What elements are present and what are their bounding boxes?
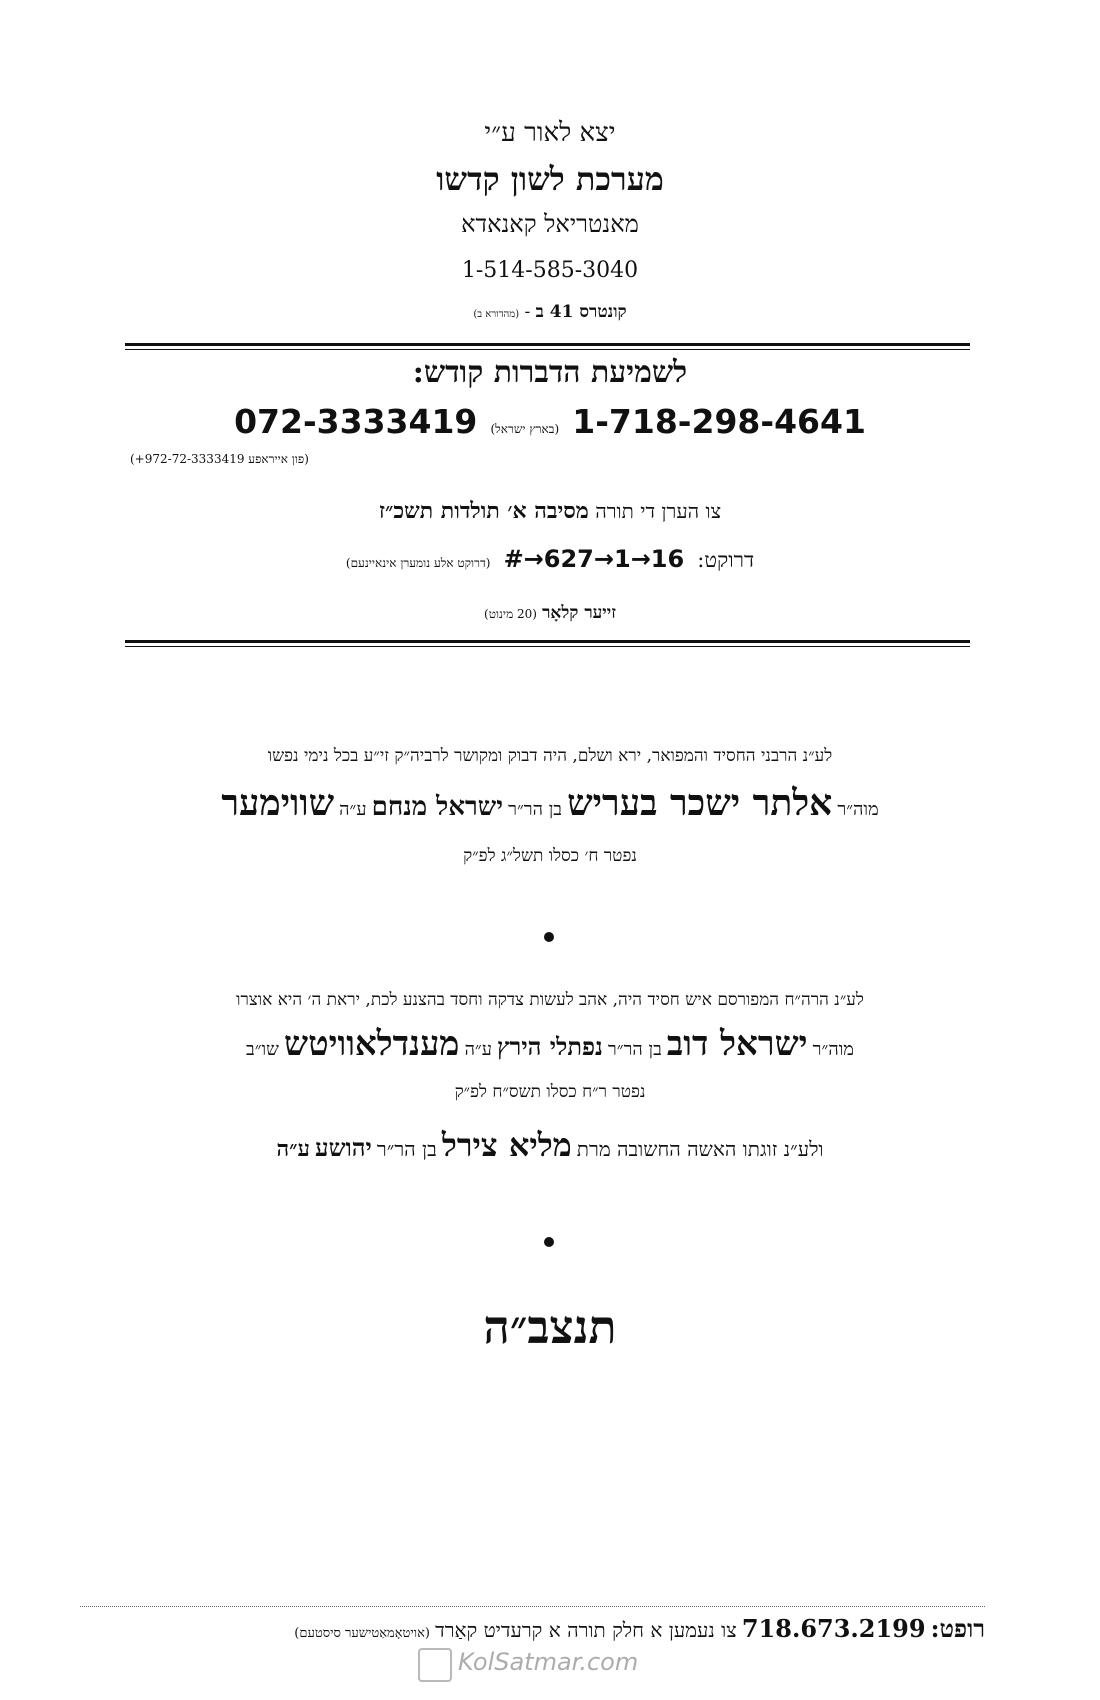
- topic-line: [0, 498, 1100, 524]
- memorial2-suffix: שו״ב: [246, 1039, 279, 1060]
- dial-sequence: #→627→1→16: [503, 545, 685, 573]
- memorial1-ah: ע״ה: [339, 799, 367, 820]
- separator-dot-1: [544, 932, 554, 942]
- booklet-line: [0, 302, 1100, 322]
- duration-line: [0, 603, 1100, 623]
- dial-label: דרוקט:: [697, 548, 755, 572]
- footer-line: [294, 1614, 985, 1644]
- wife-mid: בן הר״ר: [376, 1137, 437, 1161]
- listen-title: לשמיעת הדברות קודש:: [412, 355, 688, 390]
- listen-phones: [0, 402, 1100, 441]
- wife-father: יהושע: [315, 1133, 372, 1162]
- bottom-rule-thin: [125, 646, 970, 647]
- footer-rule: [80, 1606, 985, 1607]
- watermark: [418, 1644, 658, 1684]
- memorial2-name-line: [0, 1024, 1100, 1064]
- phone-israel: 072-3333419: [234, 402, 478, 441]
- top-rule-thin: [125, 349, 970, 350]
- footer-note: (אויטאָמאַטישער סיסטעם): [294, 1626, 430, 1641]
- memorial2-intro: לע״נ הרה״ח המפורסם איש חסיד היה, אהב לעשות צדקה וחסד בהצנע לכת, יראת ה׳ היא אוצרו: [236, 990, 864, 1010]
- booklet-separator: -: [524, 302, 531, 322]
- bottom-rule: [125, 640, 970, 643]
- separator-dot-2: [544, 1237, 554, 1247]
- quality-text: זייער קלאָר: [542, 603, 616, 623]
- memorial2-prefix: מוה״ר: [812, 1039, 854, 1060]
- memorial1-name-line: [0, 782, 1100, 824]
- city-line: מאנטריאל קאנאדא: [461, 210, 639, 238]
- top-rule: [125, 343, 970, 346]
- footer-text: צו נעמען א חלק תורה א קרעדיט קאַרד: [435, 1618, 737, 1642]
- memorial2-date: נפטר ר״ח כסלו תשס״ח לפ״ק: [454, 1082, 646, 1102]
- memorial1-name: אלתר ישכר בעריש: [567, 782, 833, 824]
- memorial2-wife-line: [0, 1126, 1100, 1164]
- booklet-number: קונטרס 41 ב: [535, 302, 627, 322]
- wife-ah: ע״ה: [276, 1136, 310, 1162]
- memorial2-surname: מענדלאוויטש: [284, 1024, 460, 1064]
- memorial2-mid: בן הר״ר: [607, 1039, 662, 1060]
- wife-name: מליא צירל: [441, 1126, 572, 1164]
- duration-text: (20 מינוט): [484, 607, 537, 621]
- org-phone: 1-514-585-3040: [461, 258, 639, 283]
- organization-name: מערכת לשון קדשו: [436, 160, 664, 198]
- edition-note: (מהדורא ב): [473, 309, 520, 320]
- dial-line: [0, 545, 1100, 573]
- published-by: יצא לאור ע״י: [484, 118, 616, 148]
- dial-note: (דרוקט אלע נומערן אינאיינעם): [345, 556, 491, 570]
- memorial1-mid: בן הר״ר: [508, 799, 562, 820]
- europe-phone: (פון אייראפע 972-72-3333419+): [130, 452, 309, 466]
- memorial2-name: ישראל דוב: [666, 1024, 808, 1064]
- footer-phone: 718.673.2199: [741, 1614, 926, 1643]
- closing-text: תנצב״ה: [483, 1300, 617, 1354]
- topic-title: מסיבה א׳ תולדות תשכ״ז: [378, 498, 589, 524]
- memorial1-date: נפטר ח׳ כסלו תשל״ג לפ״ק: [463, 846, 637, 866]
- footer-label: רופט:: [930, 1614, 985, 1643]
- memorial2-ah: ע״ה: [464, 1039, 492, 1060]
- wife-prefix: ולע״נ זוגתו האשה החשובה מרת: [576, 1137, 824, 1161]
- memorial1-intro: לע״נ הרבני החסיד והמפואר, ירא ושלם, היה דבוק ומקושר לרביה״ק זי״ע בכל נימי נפשו: [267, 746, 833, 766]
- memorial2-father: נפתלי הירץ: [497, 1032, 603, 1061]
- israel-label: (בארץ ישראל): [490, 422, 560, 436]
- watermark-text: KolSatmar.com: [458, 1648, 639, 1676]
- memorial1-prefix: מוה״ר: [837, 799, 879, 820]
- topic-prefix: צו הערן די תורה: [595, 499, 722, 523]
- phone-us: 1-718-298-4641: [572, 402, 866, 441]
- memorial1-surname: שווימער: [221, 782, 335, 824]
- memorial1-father: ישראל מנחם: [371, 792, 504, 822]
- watermark-logo-icon: [418, 1648, 452, 1682]
